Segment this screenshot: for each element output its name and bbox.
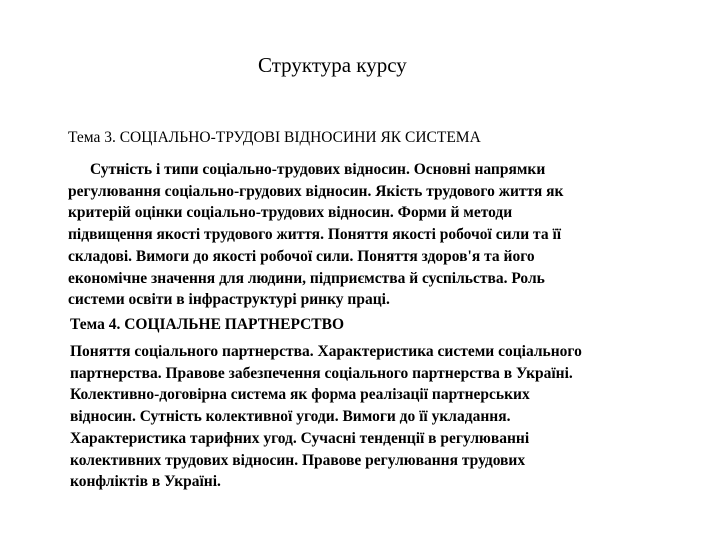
topic-3-line: підвищення якості трудового життя. Поняття якості робочої сили та її [68,226,562,244]
topic-3-line: Сутність і типи соціально-трудових відносин. Основні напрямки [90,161,546,178]
page-title: Структура курсу [258,53,407,77]
topic-4-line: колективних трудових відносин. Правове регулювання трудових [70,451,526,469]
topic-4-line: Колективно-договірна система як форма реалізації партнерських [70,386,530,404]
topic-3-line: системи освіти в інфраструктурі ринку праці. [68,291,390,309]
topic-3-heading: Тема 3. СОЦІАЛЬНО-ТРУДОВІ ВІДНОСИНИ ЯК СИСТЕМА [68,129,481,146]
topic-4-line: партнерства. Правове забезпечення соціального партнерства в Україні. [70,364,573,382]
topic-3-line: економічне значення для людини, підприємства й суспільства. Роль [68,269,545,287]
topic-4-line: конфліктів в Україні. [70,473,221,491]
topic-4-heading: Тема 4. СОЦІАЛЬНЕ ПАРТНЕРСТВО [70,316,345,333]
topic-3-line: критерій оцінки соціально-трудових відносин. Форми й методи [68,204,513,222]
topic-3-line: складові. Вимоги до якості робочої сили. Поняття здоров'я та його [68,247,535,265]
topic-4-description [70,341,582,493]
topic-4-line: відносин. Сутність колективної угоди. Вимоги до її укладання. [70,408,511,426]
topic-3-line: регулювання соціально-грудових відносин. Якість трудового життя як [68,182,564,200]
topic-3-description [68,159,563,311]
topic-4-line: Характеристика тарифних угод. Сучасні тенденції в регулюванні [70,429,530,447]
topic-4-line: Поняття соціального партнерства. Характеристика системи соціального [70,343,582,360]
